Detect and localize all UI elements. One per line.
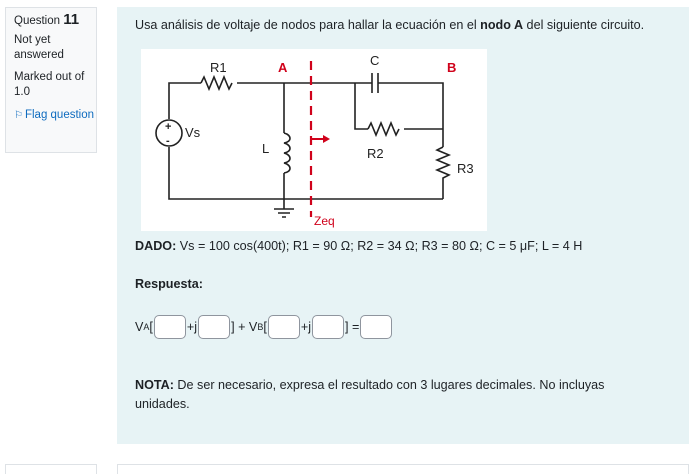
answer-input-va-real[interactable] [154, 315, 186, 339]
capacitor-c [355, 73, 443, 147]
answer-input-result[interactable] [360, 315, 392, 339]
dado-text: Vs = 100 cos(400t); R1 = 90 Ω; R2 = 34 Ω; R3 = 80 Ω; C = 5 μF; L = 4 H [176, 239, 583, 253]
label-r1: R1 [210, 60, 227, 75]
question-number-value: 11 [63, 11, 80, 28]
answer-input-vb-imag[interactable] [312, 315, 344, 339]
wire [169, 83, 201, 85]
label-node-a: A [278, 60, 288, 75]
zeq-arrow-head [323, 135, 330, 143]
nota-label: NOTA: [135, 378, 174, 392]
formula-vb-sub: B [257, 322, 264, 332]
flag-icon: ⚐ [14, 110, 23, 121]
label-r3: R3 [457, 161, 474, 176]
answer-input-va-imag[interactable] [198, 315, 230, 339]
label-l: L [262, 141, 270, 156]
question-text [135, 17, 671, 33]
formula-plus-j: +j [186, 320, 198, 334]
question-number [14, 12, 96, 29]
formula-bracket: [ [149, 320, 153, 334]
formula-bracket: [ [263, 320, 267, 334]
dado-label: DADO: [135, 239, 177, 253]
answer-formula [135, 314, 393, 340]
circuit-svg [141, 49, 487, 231]
question-info-panel [5, 7, 97, 153]
label-plus: + [165, 121, 172, 133]
formula-equals: ] = [345, 320, 360, 334]
flag-question-link[interactable] [14, 108, 96, 123]
label-zeq: Zeq [314, 214, 335, 228]
label-r2: R2 [367, 146, 384, 161]
resistor-r2 [368, 123, 399, 135]
formula-va: V [135, 320, 144, 334]
question-content [117, 7, 689, 444]
given-data [135, 239, 582, 253]
next-question-info-edge [5, 464, 97, 474]
question-grade: Marked out of 1.0 [14, 71, 85, 98]
flag-label: Flag question [24, 109, 95, 121]
formula-vb: ] + V [231, 320, 258, 334]
formula-va-sub: A [143, 322, 150, 332]
ground-symbol [274, 199, 294, 217]
next-question-content-edge [117, 464, 689, 474]
question-text-end: del siguiente circuito. [523, 18, 645, 32]
note-text [135, 376, 655, 414]
circuit-diagram [141, 49, 487, 231]
label-c: C [370, 53, 380, 68]
resistor-r3 [437, 147, 449, 199]
nota-body: De ser necesario, expresa el resultado con 3 lugares decimales. No incluyas unidades. [135, 378, 605, 411]
resistor-r1 [201, 77, 232, 89]
question-text-part: Usa análisis de voltaje de nodos para hallar la ecuación en el [135, 18, 481, 32]
label-vs: Vs [185, 125, 201, 140]
label-node-b: B [447, 60, 457, 75]
wire [169, 147, 443, 199]
answer-label: Respuesta: [135, 277, 203, 291]
answer-input-vb-real[interactable] [268, 315, 300, 339]
inductor-l [284, 133, 290, 173]
question-word: Question [14, 15, 61, 27]
formula-plus-j: +j [300, 320, 312, 334]
wire [355, 83, 368, 129]
question-state: Not yet answered [14, 34, 64, 61]
label-minus: - [166, 135, 170, 147]
question-text-bold: nodo A [480, 18, 524, 32]
